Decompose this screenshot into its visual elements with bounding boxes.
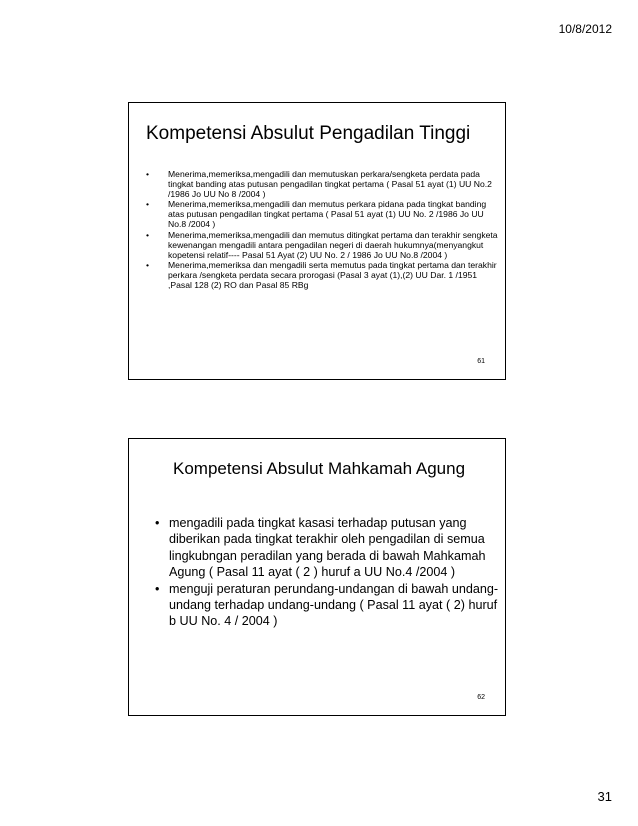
bullet-item: • menguji peraturan perundang-undangan di bawah undang-undang terhadap undang-undang ( Pasal 11 ayat ( 2) huruf b UU No. 4 / 2004 ) bbox=[169, 581, 499, 630]
bullet-item: • Menerima,memeriksa,mengadili dan memutus perkara pidana pada tingkat banding atas putusan pengadilan tingkat pertama ( Pasal 51 ayat (1) UU No. 2 /1986 Jo UU No.8 /2004 ) bbox=[168, 199, 498, 229]
bullet-list bbox=[168, 169, 498, 290]
slide-title: Kompetensi Absulut Mahkamah Agung bbox=[173, 459, 466, 478]
page-number: 31 bbox=[597, 789, 612, 804]
bullet-item: • Menerima,memeriksa dan mengadili serta memutus pada tingkat pertama dan terakhir perkara /sengketa perdata secara prorogasi (Pasal 3 ayat (1),(2) UU Dar. 1 /1951 ,Pasal 128 (2) RO dan Pasal 85 RBg bbox=[168, 260, 498, 290]
bullet-item: • Menerima,memeriksa,mengadili dan memutuskan perkara/sengketa perdata pada tingkat banding atas putusan pengadilan tingkat pertama ( Pasal 51 ayat (1) UU No.2 /1986 Jo UU No 8 /2004 ) bbox=[168, 169, 498, 199]
bullet-item: • Menerima,memeriksa,mengadili dan memutus ditingkat pertama dan terakhir sengketa kewenangan mengadili antara pengadilan negeri di daerah hukumnya(menyangkut kopetensi relatif---- Pasal 51 Ayat (2) UU No. 2 / 1986 Jo UU No.8 /2004 ) bbox=[168, 230, 498, 260]
slide-62 bbox=[128, 438, 506, 716]
slide-number: 61 bbox=[477, 358, 485, 365]
bullet-item: • mengadili pada tingkat kasasi terhadap putusan yang diberikan pada tingkat terakhir oleh pengadilan di semua lingkubngan peradilan yang berada di bawah Mahkamah Agung ( Pasal 11 ayat ( 2 ) huruf a UU No.4 /2004 ) bbox=[169, 515, 499, 581]
slide-title: Kompetensi Absulut Pengadilan Tinggi bbox=[146, 123, 471, 144]
print-date: 10/8/2012 bbox=[558, 22, 612, 36]
slide-number: 62 bbox=[477, 694, 485, 701]
bullet-list bbox=[169, 515, 499, 630]
slide-61 bbox=[128, 102, 506, 380]
